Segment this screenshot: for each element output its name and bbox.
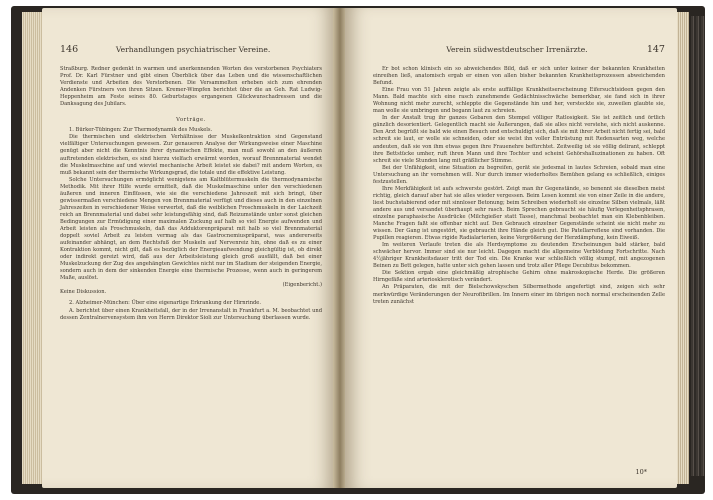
right-paragraph: Die Sektion ergab eine gleichmäßig atrophische Gehirn ohne makroskopische Herde. Die größeren Hirngefäße sind arteriosklerotisch verändert.	[373, 270, 665, 284]
left-body	[60, 66, 322, 322]
left-page-number: 146	[60, 44, 79, 55]
right-paragraph: Ihre Merkfähigkeit ist aufs schwerste gestört. Zeigt man ihr Gegenstände, so benennt sie dieselben meist richtig, gleich darauf aber hat sie alles wieder vergessen. Beim Lesen kommt sie von einer Zeile in die andere, liest buchstabierend oder mit sinnloser Betonung; beim Schreiben wiederholt sie einzelne Silben vielmals, läßt andere aus und versandet überhaupt sehr rasch. Beim Sprechen gebraucht sie häufig Verlegenheitsphrasen, einzelne paraphasische Ausdrücke (Milchgießer statt Tasse), manchmal beobachtet man ein Klebenbleiben. Manche Fragen faßt sie offenbar nicht auf. Den Gebrauch einzelner Gegenstände scheint sie nicht mehr zu wissen. Der Gang ist ungestört, sie gebraucht ihre Hände gleich gut. Die Patellarreflexe sind vorhanden. Die Pupillen reagieren. Etwas rigide Radialarterien, keine Vergrößerung der Herzdämpfung, kein Eiweiß.	[373, 185, 665, 242]
cover-spine-edge	[691, 16, 705, 476]
page-stack-left	[22, 12, 42, 484]
left-page	[42, 8, 335, 488]
signature-eigenbericht: (Eigenbericht.)	[282, 282, 322, 289]
discussion-note: Keine Diskussion.	[60, 289, 107, 296]
left-running-head	[60, 44, 322, 55]
left-paragraph: Die thermischen und elektrischen Verhältnisse der Muskelkontraktion sind Gegenstand vielfältiger Untersuchungen gewesen. Zur genaueren Analyse der Wirkungsweise einer Maschine genügt aber nicht die Kenntnis ihrer dynamischen Effekte, man muß sowohl an den äußeren auftretenden elektrischen, es sind hierzu vielfach erwärmt worden, worauf Brennmaterial wendet die Muskelmaschine auf und wieviel mechanische Arbeit leistet sie dabei? mit andern Worten, es muß bekannt sein der thermische Wirkungsgrad, die totale und die effektive Leistung.	[60, 134, 322, 176]
right-paragraph: In der Anstalt trug ihr ganzes Gebaren den Stempel völliger Ratlosigkeit. Sie ist zeitlich und örtlich gänzlich desorientiert. Gelegentlich macht sie Äußerungen, daß sie alles nicht verstehe, sich nicht auskenne. Den Arzt begrüßt sie bald wie einen Besuch und entschuldigt sich, daß sie mit ihrer Arbeit nicht fertig sei, bald schreit sie laut, er wolle sie schneiden, oder sie weist ihn voller Entrüstung mit Redensarten weg, welche andeuten, daß sie von ihm etwas gegen ihre Frauenehre befürchtet. Zeitweilig ist sie völlig delirant, schleppt ihre Bettstücke umher, ruft ihren Mann und ihre Tochter und scheint Gehörshalluzinationen zu haben. Oft schreit sie viele Stunden lang mit gräßlicher Stimme.	[373, 115, 665, 164]
left-paragraph: A. berichtet über einen Krankheitsfall, der in der Irrenanstalt in Frankfurt a. M. beobachtet und dessen Zentralnervensystem ihm von Herrn Direktor Sioli zur Untersuchung überlassen wurde.	[60, 307, 322, 321]
right-paragraph: Im weiteren Verlaufe treten die als Herdsymptome zu deutenden Erscheinungen bald stärker, bald schwächer hervor. Immer sind sie nur leicht. Dagegen macht die allgemeine Verblödung Fortschritte. Nach 4½jähriger Krankheitsdauer tritt der Tod ein. Die Kranke war schließlich völlig stumpf, mit angezogenen Beinen zu Bett gelegen, hatte unter sich gehen lassen und trotz aller Pflege Decubitus bekommen.	[373, 242, 665, 270]
lecture1-title: 1. Bürker-Tübingen: Zur Thermodynamik des Muskels.	[69, 127, 213, 134]
right-paragraph: An Präparaten, die mit der Bielschowskyschen Silbermethode angefertigt sind, zeigen sich sehr merkwürdige Veränderungen der Neurofibrillen. Im Innern einer im übrigen noch normal erscheinenden Zelle treten zunächst	[373, 284, 665, 305]
page-stack-right	[677, 12, 689, 484]
section-heading: Vorträge.	[176, 117, 206, 124]
right-page-number: 147	[646, 44, 665, 55]
lecture2-title: 2. Alzheimer-München: Über eine eigenartige Erkrankung der Hirnrinde.	[69, 300, 261, 307]
right-paragraph: Eine Frau von 51 Jahren zeigte als erste auffällige Krankheitserscheinung Eifersuchtsideen gegen den Mann. Bald machte sich eine rasch zunehmende Gedächtnisschwäche bemerkbar, sie fand sich in ihrer Wohnung nicht mehr zurecht, schleppte die Gegenstände hin und her, versteckte sie, zuweilen glaubte sie, man wolle sie umbringen und begann laut zu schreien.	[373, 87, 665, 115]
right-running-head	[373, 44, 665, 55]
signature-mark: 10*	[635, 468, 647, 476]
right-page	[345, 8, 677, 488]
left-paragraph: Solche Untersuchungen ermöglicht wenigstens am Kaltblütermuskeln die thermodynamische Methodik. Mit ihrer Hilfe wurde ermittelt, daß die Muskelmaschine unter den verschiedenen äußeren und inneren Einflüssen, wie sie die verschiedene Jahreszeit mit sich bringt, über gewissermaßen verschiedene Mengen von Brennmaterial verfügt und dieses auch in den einzelnen Jahreszeiten in verschiedener Weise verwertet, daß die weiblichen Froschmuskeln in der Laichzeit reich an Brennmaterial und dabei sehr leistungsfähig sind, daß Reizumstände unter sonst gleichen Bedingungen zur Ermüdigung einer maximalen Zuckung auf halb so viel Energie aufwenden und Arbeit leisten als Froschmuskeln, daß das Adduktorenpräparat mit halb so viel Brennmaterial doppelt soviel Arbeit zu leisten vermag als das Gastrocnemiuspräparat, was andererseits aufeinander abhängt, an dem Rechtsfuß der Muskeln auf Nervenreiz hin, ohne daß es zu einer Kontraktion kommt, nicht gilt, daß es bezüglich der Energieaufwendung gleichgültig ist, ob direkt oder indirekt gereizt wird, daß aus der Arbeitsleistung gleich groß ausfällt, daß bei einer Muskelzuckung der Zug des angehängten Gewichtes nicht nur im Stadium der steigenden Energie, sondern auch in dem der sinkenden Energie eine thermische Prozesse, wenn auch in geringerem Maße, auslöst.	[60, 176, 322, 282]
left-paragraph: Straßburg. Redner gedenkt in warmen und anerkennenden Worten des verstorbenen Psychiaters Prof. Dr. Karl Fürstner und gibt einen Überblick über das Leben und die wissenschaftlichen Verdienste und Arbeiten des Verstorbenen. Die Versammelten erheben sich zum ehrenden Andenken Fürstners von ihren Sitzen. Kremer-Wimpfen berichtet über die an Geh. Rat Ludwig-Heppenheim am Feste seines 80. Geburtstages ergangenen Glückwunschadressen und die Danksagung des Jubilars.	[60, 66, 322, 108]
right-running-title: Verein südwestdeutscher Irrenärzte.	[446, 45, 588, 54]
right-paragraph: Bei der Unfähigkeit, eine Situation zu begreifen, gerät sie jedesmal in lautes Schreien, sobald man eine Untersuchung an ihr vornehmen will. Nur durch immer wiederholtes Bemühen gelang es schließlich, einiges festzustellen.	[373, 164, 665, 185]
right-paragraph: Er bot schon klinisch ein so abweichendes Bild, daß er sich unter keiner der bekannten Krankheiten einreihen ließ, anatomisch ergab er einen von allen bisher bekannten Krankheitsprozessen abweichenden Befund.	[373, 66, 665, 87]
left-running-title: Verhandlungen psychiatrischer Vereine.	[115, 45, 271, 54]
right-body	[373, 66, 665, 306]
